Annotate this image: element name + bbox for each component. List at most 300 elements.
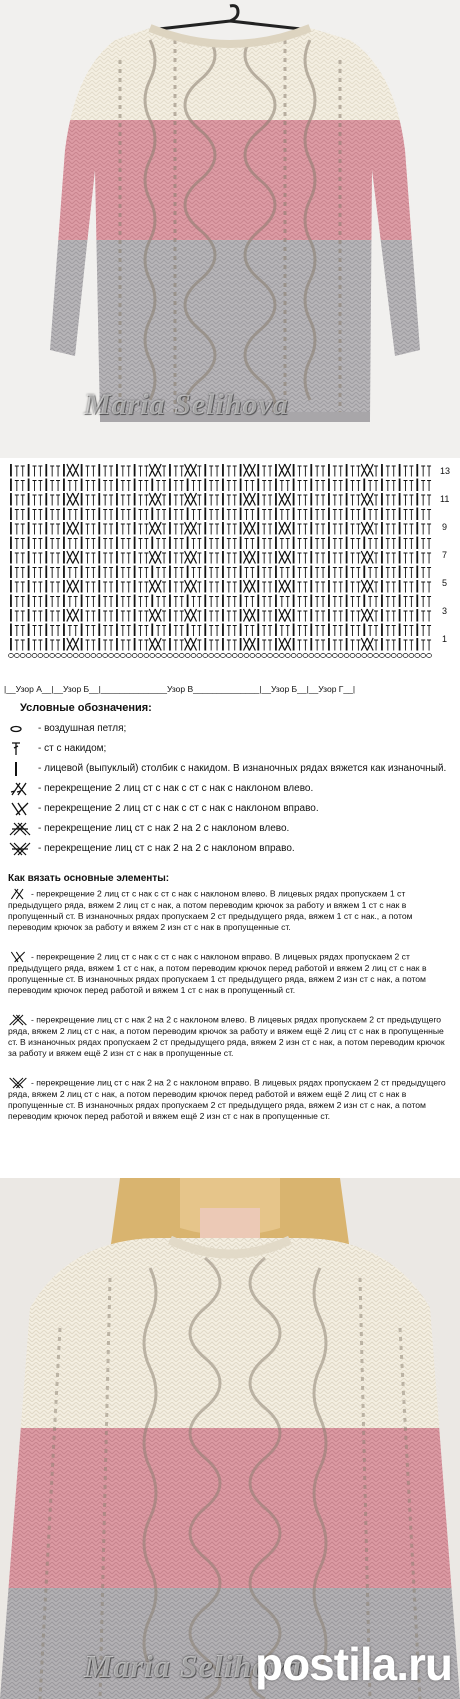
chain-stitch	[362, 654, 367, 658]
chart-stitch	[280, 539, 284, 550]
chart-stitch	[356, 626, 360, 637]
chart-stitch	[280, 626, 284, 637]
chart-stitch	[197, 597, 201, 608]
chart-stitch	[409, 568, 413, 579]
chart-stitch	[209, 539, 213, 550]
chart-stitch	[174, 553, 178, 564]
chart-stitch	[404, 539, 408, 550]
legend-text-cross-left-1x1: - перекрещение 2 лиц ст с нак с ст с нак с наклоном влево.	[38, 783, 314, 794]
chart-stitch	[144, 466, 148, 477]
chart-cross-stitch	[191, 551, 197, 564]
chart-stitch	[268, 611, 272, 622]
chain-stitch	[415, 654, 420, 658]
chart-stitch	[392, 510, 396, 521]
chart-stitch	[68, 597, 72, 608]
chart-stitch	[139, 539, 143, 550]
chart-stitch	[162, 539, 166, 550]
chart-stitch	[121, 597, 125, 608]
chain-stitch	[427, 654, 432, 658]
chart-stitch	[15, 640, 19, 651]
howto-paragraph-2	[8, 951, 448, 997]
chart-stitch	[280, 481, 284, 492]
chart-stitch	[144, 640, 148, 651]
chart-cross-stitch	[244, 551, 250, 564]
chart-stitch	[109, 466, 113, 477]
chart-stitch	[15, 524, 19, 535]
chart-stitch	[392, 568, 396, 579]
legend-item-cross-left-2x2	[8, 822, 289, 836]
chart-cross-stitch	[249, 609, 255, 622]
chart-cross-stitch	[285, 522, 291, 535]
chart-stitch	[245, 626, 249, 637]
chart-stitch	[162, 611, 166, 622]
chart-stitch	[109, 582, 113, 593]
chart-stitch	[227, 568, 231, 579]
chart-stitch	[321, 495, 325, 506]
chart-stitch	[421, 597, 425, 608]
chart-stitch	[38, 626, 42, 637]
chart-stitch	[303, 481, 307, 492]
chart-stitch	[144, 553, 148, 564]
cross-right-2x2-icon	[8, 842, 32, 856]
chain-stitch	[380, 654, 385, 658]
chart-stitch	[339, 466, 343, 477]
chart-stitch	[38, 568, 42, 579]
chart-stitch	[421, 495, 425, 506]
chart-stitch	[339, 640, 343, 651]
chart-stitch	[156, 539, 160, 550]
chart-stitch	[215, 582, 219, 593]
chart-stitch	[404, 510, 408, 521]
chart-row	[11, 609, 431, 622]
chart-stitch	[374, 466, 378, 477]
chart-cross-stitch	[73, 464, 79, 477]
chart-stitch	[374, 510, 378, 521]
chart-stitch	[180, 539, 184, 550]
chart-stitch	[245, 597, 249, 608]
chart-stitch	[392, 582, 396, 593]
chart-stitch	[109, 481, 113, 492]
chart-stitch	[91, 626, 95, 637]
chart-stitch	[86, 524, 90, 535]
chart-stitch	[339, 611, 343, 622]
chart-stitch	[262, 539, 266, 550]
chain-stitch	[197, 654, 202, 658]
chart-stitch	[174, 611, 178, 622]
chart-row	[11, 624, 431, 637]
chart-stitch	[91, 640, 95, 651]
chart-stitch	[103, 495, 107, 506]
chart-stitch	[315, 495, 319, 506]
chart-stitch	[392, 539, 396, 550]
chart-stitch	[386, 524, 390, 535]
chart-stitch	[339, 597, 343, 608]
chart-stitch	[262, 640, 266, 651]
legend-title: Условные обозначения:	[20, 702, 152, 714]
chart-stitch	[56, 597, 60, 608]
chart-row	[11, 551, 431, 564]
chain-stitch	[156, 654, 161, 658]
chart-stitch	[333, 597, 337, 608]
chart-stitch	[268, 597, 272, 608]
chart-stitch	[315, 626, 319, 637]
chart-stitch	[351, 510, 355, 521]
chart-stitch	[404, 524, 408, 535]
chart-stitch	[91, 568, 95, 579]
chart-cross-stitch	[361, 638, 367, 651]
chart-stitch	[262, 626, 266, 637]
chart-stitch	[356, 553, 360, 564]
chain-stitch	[344, 654, 349, 658]
chart-cross-stitch	[361, 580, 367, 593]
chart-stitch	[103, 640, 107, 651]
chain-stitch	[291, 654, 296, 658]
chart-stitch	[74, 539, 78, 550]
chart-stitch	[156, 568, 160, 579]
chart-stitch	[386, 510, 390, 521]
chart-stitch	[321, 597, 325, 608]
chart-stitch	[209, 495, 213, 506]
chart-cross-stitch	[155, 493, 161, 506]
chart-stitch	[103, 626, 107, 637]
chart-stitch	[303, 510, 307, 521]
chart-stitch	[192, 481, 196, 492]
cross-right-2x2-icon	[8, 1077, 28, 1089]
chart-stitch	[392, 611, 396, 622]
chart-stitch	[109, 524, 113, 535]
chart-stitch	[197, 611, 201, 622]
chart-stitch	[298, 597, 302, 608]
chart-stitch	[333, 582, 337, 593]
chart-stitch	[192, 568, 196, 579]
chart-stitch	[38, 597, 42, 608]
chain-stitch	[44, 654, 49, 658]
chart-stitch	[339, 510, 343, 521]
chart-stitch	[103, 582, 107, 593]
chart-stitch	[209, 582, 213, 593]
chart-stitch	[180, 466, 184, 477]
chart-stitch	[144, 597, 148, 608]
cross-left-1x1-icon	[8, 782, 32, 796]
chart-stitch	[109, 495, 113, 506]
chart-stitch	[121, 466, 125, 477]
chain-stitch	[73, 654, 78, 658]
chart-stitch	[227, 510, 231, 521]
double-crochet-icon	[8, 742, 32, 756]
chart-stitch	[86, 611, 90, 622]
chart-stitch	[197, 510, 201, 521]
chart-stitch	[180, 611, 184, 622]
chart-cross-stitch	[279, 580, 285, 593]
chart-stitch	[86, 640, 90, 651]
chart-stitch	[303, 568, 307, 579]
chart-stitch	[333, 466, 337, 477]
chart-stitch	[250, 626, 254, 637]
chart-stitch	[303, 640, 307, 651]
chart-stitch	[298, 539, 302, 550]
chart-stitch	[262, 611, 266, 622]
chart-stitch	[427, 582, 431, 593]
chart-stitch	[38, 524, 42, 535]
chart-stitch	[139, 553, 143, 564]
chart-stitch	[33, 466, 37, 477]
chart-stitch	[268, 539, 272, 550]
chart-stitch	[233, 466, 237, 477]
chain-stitch	[250, 654, 255, 658]
howto-text-2: - перекрещение 2 лиц ст с нак с ст с нак с наклоном вправо. В лицевых рядах пропускаем 2 ст предыдущего ряда, вяжем 1 ст с нак, а потом переводим крючок перед работой и вяжем 2 лиц ст с нак в пропущенные ст. В изнаночных рядах пропускаем 1 ст предыдущего ряда, вяжем 2 изн ст с нак, а потом переводим крючок перед работой и вяжем 1 ст с нак в пропущенный ст.	[8, 951, 427, 996]
chart-stitch	[121, 553, 125, 564]
chart-stitch	[303, 553, 307, 564]
chart-stitch	[351, 597, 355, 608]
chart-stitch	[21, 626, 25, 637]
chart-cross-stitch	[191, 493, 197, 506]
chart-stitch	[127, 597, 131, 608]
chart-stitch	[127, 481, 131, 492]
chart-stitch	[368, 481, 372, 492]
chart-stitch	[180, 568, 184, 579]
chart-stitch	[227, 524, 231, 535]
chart-stitch	[321, 539, 325, 550]
chart-cross-stitch	[249, 522, 255, 535]
chart-stitch	[144, 539, 148, 550]
chart-stitch	[298, 510, 302, 521]
chart-stitch	[121, 640, 125, 651]
chart-stitch	[56, 524, 60, 535]
chart-stitch	[180, 510, 184, 521]
chart-stitch	[262, 597, 266, 608]
chart-stitch	[38, 553, 42, 564]
chart-stitch	[351, 553, 355, 564]
chart-cross-stitch	[149, 638, 155, 651]
chart-stitch	[427, 597, 431, 608]
howto-paragraph-3	[8, 1014, 448, 1060]
chart-stitch	[68, 510, 72, 521]
chart-stitch	[262, 481, 266, 492]
chart-stitch	[50, 597, 54, 608]
legend-item-cross-right-2x2	[8, 842, 295, 856]
chart-stitch	[215, 466, 219, 477]
chart-stitch	[209, 626, 213, 637]
chart-stitch	[227, 539, 231, 550]
chart-cross-stitch	[185, 551, 191, 564]
chart-cross-stitch	[185, 493, 191, 506]
chart-stitch	[351, 626, 355, 637]
chart-stitch	[139, 510, 143, 521]
chart-stitch	[38, 481, 42, 492]
chart-stitch	[156, 597, 160, 608]
chart-cross-stitch	[279, 638, 285, 651]
chart-stitch	[356, 510, 360, 521]
chart-stitch	[15, 539, 19, 550]
chart-stitch	[209, 640, 213, 651]
chart-stitch	[298, 495, 302, 506]
chart-stitch	[15, 510, 19, 521]
chart-stitch	[209, 611, 213, 622]
chart-stitch	[250, 597, 254, 608]
chart-stitch	[268, 640, 272, 651]
chart-stitch	[21, 481, 25, 492]
chart-stitch	[56, 466, 60, 477]
chart-stitch	[38, 539, 42, 550]
row-number-1: 1	[442, 634, 448, 644]
chain-stitch	[203, 654, 208, 658]
chart-stitch	[109, 553, 113, 564]
front-post-icon	[8, 762, 32, 776]
chain-stitch	[56, 654, 61, 658]
chart-stitch	[250, 568, 254, 579]
chart-stitch	[74, 597, 78, 608]
chart-stitch	[91, 481, 95, 492]
chart-stitch	[321, 524, 325, 535]
chart-stitch	[127, 568, 131, 579]
chart-cross-stitch	[67, 580, 73, 593]
chart-stitch	[356, 568, 360, 579]
chain-stitch	[138, 654, 143, 658]
stitch-chart-grid	[0, 458, 460, 678]
cross-left-2x2-icon	[8, 822, 32, 836]
chart-stitch	[374, 553, 378, 564]
chart-stitch	[392, 524, 396, 535]
chart-stitch	[33, 510, 37, 521]
chart-stitch	[421, 626, 425, 637]
chart-stitch	[139, 582, 143, 593]
chart-cross-stitch	[191, 609, 197, 622]
row-number-7: 7	[442, 550, 448, 560]
chart-stitch	[339, 539, 343, 550]
chart-stitch	[262, 524, 266, 535]
chart-cross-stitch	[155, 638, 161, 651]
legend-text-cross-right-2x2: - перекрещение лиц ст с нак 2 на 2 с наклоном вправо.	[38, 843, 295, 854]
chart-stitch	[162, 582, 166, 593]
chain-stitch	[62, 654, 67, 658]
sweater-photo-bottom	[0, 1178, 460, 1699]
chart-stitch	[374, 495, 378, 506]
chart-stitch	[156, 626, 160, 637]
chart-stitch	[227, 611, 231, 622]
chart-stitch	[197, 481, 201, 492]
chart-stitch	[333, 626, 337, 637]
chart-stitch	[298, 626, 302, 637]
chart-stitch	[392, 481, 396, 492]
chart-stitch	[233, 524, 237, 535]
chart-cross-stitch	[367, 638, 373, 651]
chart-stitch	[392, 466, 396, 477]
chart-stitch	[121, 495, 125, 506]
chart-stitch	[404, 481, 408, 492]
chart-stitch	[103, 597, 107, 608]
chain-stitch	[179, 654, 184, 658]
howto-paragraph-4	[8, 1077, 448, 1123]
chart-cross-stitch	[67, 464, 73, 477]
chart-stitch	[386, 626, 390, 637]
chart-stitch	[356, 495, 360, 506]
chart-stitch	[356, 582, 360, 593]
chart-stitch	[174, 524, 178, 535]
chart-stitch	[91, 466, 95, 477]
chart-stitch	[33, 582, 37, 593]
chart-stitch	[50, 495, 54, 506]
chart-stitch	[421, 553, 425, 564]
chart-stitch	[174, 495, 178, 506]
legend-item-fpdc	[8, 762, 446, 776]
chart-cross-stitch	[285, 493, 291, 506]
chart-stitch	[50, 539, 54, 550]
chain-stitch	[297, 654, 302, 658]
chart-stitch	[174, 597, 178, 608]
chart-row	[11, 464, 431, 477]
chart-cross-stitch	[279, 609, 285, 622]
legend-text-dc: - ст с накидом;	[38, 743, 107, 754]
chart-row	[11, 595, 431, 608]
chart-stitch	[197, 524, 201, 535]
howto-paragraph-1	[8, 888, 448, 934]
chart-stitch	[50, 510, 54, 521]
chart-stitch	[374, 626, 378, 637]
chart-stitch	[174, 481, 178, 492]
chart-stitch	[339, 495, 343, 506]
chart-stitch	[21, 466, 25, 477]
chart-stitch	[321, 640, 325, 651]
chart-stitch	[162, 466, 166, 477]
chart-stitch	[245, 568, 249, 579]
chart-stitch	[303, 597, 307, 608]
chart-stitch	[162, 568, 166, 579]
chart-stitch	[356, 611, 360, 622]
chart-stitch	[139, 524, 143, 535]
chart-stitch	[50, 640, 54, 651]
chain-stitch	[268, 654, 273, 658]
chart-stitch	[197, 568, 201, 579]
chart-stitch	[315, 466, 319, 477]
chart-stitch	[268, 495, 272, 506]
chart-stitch	[280, 510, 284, 521]
chart-stitch	[33, 539, 37, 550]
chart-stitch	[421, 524, 425, 535]
chart-stitch	[109, 626, 113, 637]
chart-stitch	[339, 553, 343, 564]
chart-stitch	[180, 495, 184, 506]
chart-stitch	[86, 481, 90, 492]
chart-stitch	[74, 481, 78, 492]
chart-cross-stitch	[185, 522, 191, 535]
chart-stitch	[404, 466, 408, 477]
chart-stitch	[197, 539, 201, 550]
chart-stitch	[392, 626, 396, 637]
chart-stitch	[339, 568, 343, 579]
chart-stitch	[404, 568, 408, 579]
howto-text-3: - перекрещение лиц ст с нак 2 на 2 с наклоном влево. В лицевых рядах пропускаем 2 ст предыдущего ряда, вяжем 2 лиц ст с нак, а потом переводим крючок за работу и вяжем ещё 2 лиц ст с нак в пропущенные ст. В изнаночных рядах пропускаем 2 ст предыдущего ряда, вяжем 2 изн ст с нак, а потом переводим крючок за работу и вяжем ещё 2 изн ст с нак в пропущенные ст.	[8, 1014, 445, 1059]
chart-row	[11, 493, 431, 506]
chart-stitch	[262, 553, 266, 564]
chart-stitch	[174, 466, 178, 477]
chart-cross-stitch	[361, 522, 367, 535]
chart-stitch	[144, 495, 148, 506]
chart-stitch	[121, 626, 125, 637]
legend-item-chain	[8, 722, 126, 736]
chain-stitch	[109, 654, 114, 658]
chart-stitch	[215, 524, 219, 535]
chart-stitch	[421, 481, 425, 492]
chart-stitch	[109, 597, 113, 608]
chart-stitch	[86, 582, 90, 593]
row-number-11: 11	[440, 494, 450, 504]
chart-stitch	[144, 510, 148, 521]
chart-stitch	[91, 597, 95, 608]
chart-stitch	[162, 640, 166, 651]
chart-stitch	[15, 568, 19, 579]
chart-cross-stitch	[67, 493, 73, 506]
chart-cross-stitch	[367, 493, 373, 506]
